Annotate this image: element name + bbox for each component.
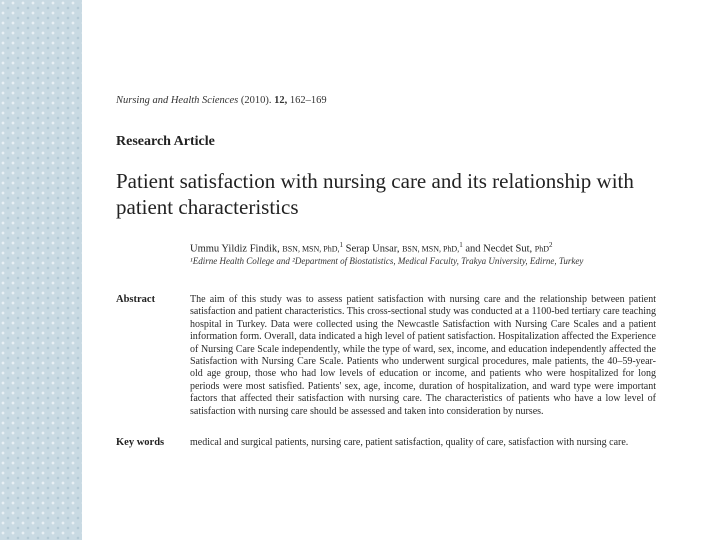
author-degrees: PhD xyxy=(534,244,549,254)
decorative-side-strip xyxy=(0,0,82,540)
author-name: Necdet Sut, xyxy=(483,243,533,255)
author-name: Serap Unsar, xyxy=(345,243,400,255)
abstract-text: The aim of this study was to assess patient satisfaction with nursing care and the relationship between patient satisfaction and patient characteristics. This cross-sectional study was conducted at a 1100-bed tertiary care teaching hospital in Turkey. Data were collected using the Newcastle Satisfaction with Nursing Care Scales and a patient information form. Overall, data indicated a high level of patient satisfaction. Hospitalization affected the Experience of Nursing Care Scale independently, while the type of ward, sex, income, and education independently affected the Satisfaction with Nursing Care Scale. Patients who underwent surgical procedures, male patients, the 40–59-year-old age group, those who had low levels of education or income, and patients who were hospitalized for long periods were most satisfied. Patients' sex, age, income, duration of hospitalization, and ward type were important factors that affected their satisfaction with nursing care. The characteristics of patients who have a low level of satisfaction with nursing care should be assessed and taken into consideration by nurses. xyxy=(190,294,656,417)
author-degrees: BSN, MSN, PhD, xyxy=(402,244,460,254)
author-list xyxy=(190,241,553,255)
author-name: Ummu Yildiz Findik, xyxy=(190,243,280,255)
abstract-label: Abstract xyxy=(116,294,156,305)
keywords-label: Key words xyxy=(116,437,165,448)
keywords-text: medical and surgical patients, nursing care, patient satisfaction, quality of care, satisfaction with nursing care. xyxy=(190,437,629,448)
author-affiliation-mark: 1 xyxy=(339,241,344,249)
journal-pages: 162–169 xyxy=(289,95,327,106)
author-affiliation-mark: 1 xyxy=(459,241,463,249)
author-degrees: BSN, MSN, PhD, xyxy=(282,244,340,254)
author-affiliations: ¹Edirne Health College and ²Department of Biostatistics, Medical Faculty, Trakya University, Edirne, Turkey xyxy=(190,256,584,266)
journal-volume: 12, xyxy=(274,95,288,106)
article-title: Patient satisfaction with nursing care and its relationship with patient characteristics xyxy=(116,169,634,219)
journal-year: (2010). xyxy=(240,95,272,106)
author-affiliation-mark: 2 xyxy=(549,241,553,249)
journal-name: Nursing and Health Sciences xyxy=(116,95,239,106)
journal-citation xyxy=(116,95,327,106)
author-conjunction: and xyxy=(465,243,481,255)
article-type: Research Article xyxy=(116,134,215,149)
